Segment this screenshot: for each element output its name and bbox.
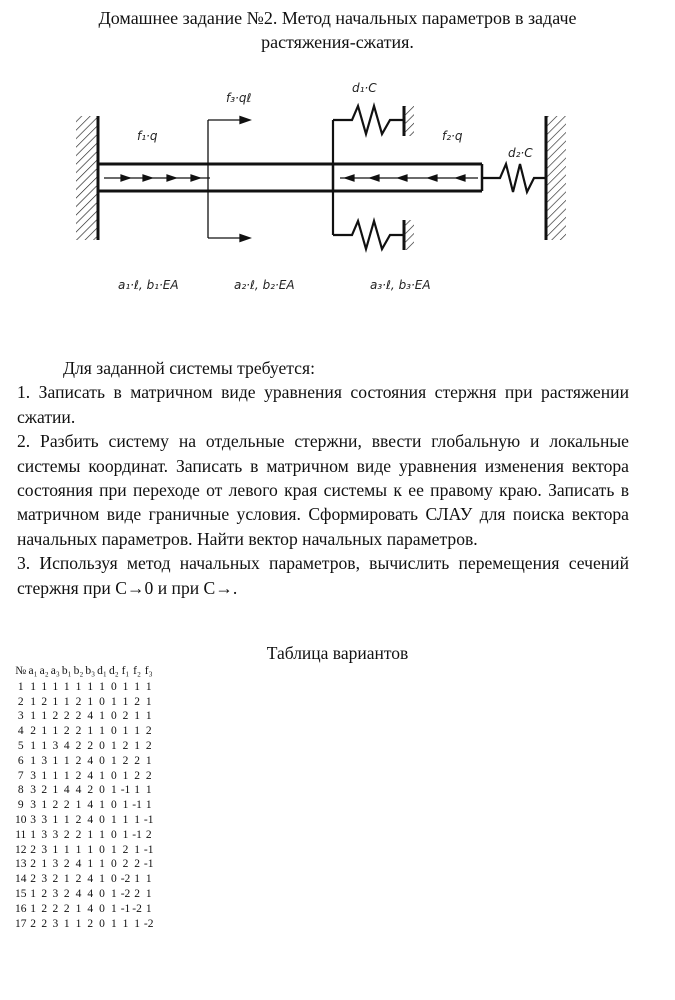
- table-cell: 1: [134, 739, 140, 752]
- table-cell: 3: [41, 754, 48, 767]
- table-cell: 0: [99, 739, 105, 752]
- table-cell: 0: [99, 917, 105, 930]
- table-header-cell: f₁: [121, 665, 130, 677]
- table-cell: 1: [52, 813, 59, 826]
- table-cell: 1: [52, 754, 59, 767]
- task-item-2: 2. Разбить систему на отдельные стержни, ввести глобальную и локальные системы координат. Записать в матричном виде уравнения изменения вектора состояния при переходе от левого края системы к ее правому краю. Записать в матричном виде граничные условия. Сформировать СЛАУ для поиска вектора начальных параметров. Найти вектор начальных параметров.: [17, 431, 629, 549]
- table-cell: 2: [87, 917, 94, 930]
- task-intro: Для заданной системы требуется:: [63, 358, 315, 378]
- table-cell: 2: [41, 784, 48, 797]
- table-cell: 2: [122, 710, 129, 723]
- label-segment-3: a₃·ℓ, b₃·EA: [370, 278, 431, 292]
- table-cell: 9: [17, 799, 24, 812]
- table-cell: 1: [63, 769, 70, 782]
- table-cell: 4: [87, 813, 94, 826]
- table-cell: 4: [75, 858, 82, 871]
- table-cell: 7: [17, 769, 24, 782]
- table-cell: 5: [17, 739, 24, 752]
- table-cell: 10: [15, 813, 27, 826]
- table-cell: 1: [122, 813, 129, 826]
- right-wall: [546, 116, 566, 240]
- label-segment-2: a₂·ℓ, b₂·EA: [234, 278, 295, 292]
- table-cell: 3: [30, 784, 36, 797]
- table-cell: 2: [63, 887, 70, 900]
- table-cell: 2: [41, 902, 48, 915]
- table-cell: 1: [63, 754, 70, 767]
- table-row: [14, 695, 154, 710]
- table-cell: 1: [75, 843, 82, 856]
- table-row: [14, 798, 154, 813]
- table-row: [14, 680, 154, 695]
- table-cell: 2: [122, 843, 129, 856]
- table-cell: 2: [145, 739, 152, 752]
- table-cell: 1: [87, 843, 94, 856]
- table-header-cell: f₂: [133, 665, 142, 677]
- table-cell: 15: [15, 887, 27, 900]
- table-cell: 1: [145, 873, 152, 886]
- table-header-cell: b₂: [73, 665, 84, 677]
- table-cell: 3: [17, 710, 24, 723]
- table-header-cell: a₃: [50, 665, 60, 677]
- table-row: [14, 769, 154, 784]
- table-cell: 4: [63, 739, 70, 752]
- table-cell: 1: [145, 784, 152, 797]
- title-line-2: растяжения-сжатия.: [261, 32, 414, 52]
- table-cell: -1: [120, 902, 131, 915]
- table-cell: 11: [15, 828, 27, 841]
- table-cell: 1: [145, 695, 152, 708]
- table-cell: 2: [87, 784, 94, 797]
- table-cell: 17: [15, 917, 27, 930]
- table-cell: 1: [110, 917, 117, 930]
- table-cell: 1: [134, 843, 140, 856]
- table-cell: 1: [30, 695, 36, 708]
- table-cell: 1: [110, 695, 117, 708]
- table-cell: 4: [87, 754, 94, 767]
- table-cell: 1: [52, 843, 59, 856]
- table-cell: 2: [30, 873, 36, 886]
- table-cell: 3: [41, 813, 48, 826]
- table-cell: 2: [122, 858, 129, 871]
- table-header-cell: d₂: [108, 665, 119, 677]
- table-cell: 2: [41, 887, 48, 900]
- table-cell: 4: [75, 887, 82, 900]
- table-cell: 0: [110, 858, 117, 871]
- table-cell: -1: [143, 858, 154, 871]
- table-cell: 4: [87, 902, 94, 915]
- table-cell: 1: [52, 695, 59, 708]
- table-cell: 1: [134, 680, 140, 693]
- table-cell: 2: [63, 725, 70, 738]
- table-cell: 1: [87, 725, 94, 738]
- table-cell: 2: [52, 799, 59, 812]
- table-cell: -1: [143, 813, 154, 826]
- label-segment-1: a₁·ℓ, b₁·EA: [118, 278, 179, 292]
- table-cell: 2: [52, 873, 59, 886]
- label-d1: d₁·C: [352, 81, 377, 95]
- table-cell: 1: [134, 725, 140, 738]
- task-item-1: 1. Записать в матричном виде уравнения состояния стержня при растяжении сжатии.: [17, 382, 629, 427]
- table-cell: 1: [41, 725, 48, 738]
- table-cell: 3: [41, 873, 48, 886]
- table-cell: 1: [110, 887, 117, 900]
- table-cell: 4: [87, 873, 94, 886]
- table-cell: 4: [87, 769, 94, 782]
- table-cell: 2: [122, 739, 129, 752]
- table-cell: 1: [145, 799, 152, 812]
- left-wall: [76, 116, 98, 240]
- table-cell: 1: [52, 769, 59, 782]
- table-cell: 1: [41, 769, 48, 782]
- table-cell: 4: [75, 784, 82, 797]
- table-cell: -1: [132, 799, 142, 812]
- table-cell: 2: [63, 828, 70, 841]
- table-cell: 2: [134, 754, 140, 767]
- table-cell: 1: [41, 680, 48, 693]
- table-cell: 0: [99, 695, 105, 708]
- table-cell: 3: [41, 843, 48, 856]
- table-cell: 3: [30, 813, 36, 826]
- table-cell: 2: [17, 695, 24, 708]
- table-cell: 2: [30, 725, 36, 738]
- table-cell: 1: [63, 695, 70, 708]
- table-cell: 1: [110, 902, 117, 915]
- table-cell: 4: [17, 725, 24, 738]
- table-cell: 1: [122, 828, 129, 841]
- table-cell: 1: [134, 813, 140, 826]
- table-row: [14, 887, 154, 902]
- table-cell: 1: [110, 739, 117, 752]
- table-cell: 1: [87, 695, 94, 708]
- table-cell: 1: [17, 680, 24, 693]
- table-cell: 2: [134, 887, 140, 900]
- table-cell: 6: [17, 754, 24, 767]
- table-cell: 1: [145, 887, 152, 900]
- table-cell: 2: [145, 725, 152, 738]
- table-row: [14, 857, 154, 872]
- table-cell: 0: [110, 828, 117, 841]
- table-cell: 2: [75, 725, 82, 738]
- table-header-cell: d₁: [97, 665, 107, 677]
- table-cell: -2: [120, 887, 131, 900]
- table-cell: 1: [87, 828, 94, 841]
- distributed-load-f1: [104, 175, 210, 181]
- table-cell: 0: [110, 710, 117, 723]
- table-cell: -2: [132, 902, 142, 915]
- table-row: [14, 754, 154, 769]
- table-cell: 2: [63, 902, 70, 915]
- table-cell: 2: [145, 828, 152, 841]
- table-title: Таблица вариантов: [266, 643, 409, 663]
- table-cell: 0: [110, 799, 117, 812]
- table-cell: 2: [75, 813, 82, 826]
- table-cell: 2: [75, 769, 82, 782]
- table-cell: 1: [63, 917, 70, 930]
- label-f2: f₂·q: [442, 129, 463, 143]
- table-cell: 1: [122, 769, 129, 782]
- table-cell: 1: [122, 680, 129, 693]
- table-cell: 2: [30, 917, 36, 930]
- table-cell: 1: [75, 799, 82, 812]
- label-f3: f₃·qℓ: [226, 91, 252, 105]
- table-cell: 1: [99, 858, 105, 871]
- table-cell: 0: [99, 843, 105, 856]
- table-cell: 2: [134, 858, 140, 871]
- table-cell: 1: [30, 887, 36, 900]
- table-cell: 2: [41, 695, 48, 708]
- table-row: [14, 828, 154, 843]
- table-cell: 1: [63, 843, 70, 856]
- variants-table: [14, 664, 154, 931]
- table-row: [14, 783, 154, 798]
- table-cell: 1: [110, 784, 117, 797]
- table-cell: 2: [75, 828, 82, 841]
- table-row: [14, 813, 154, 828]
- task-description: [17, 356, 629, 600]
- table-body: [14, 680, 154, 932]
- table-cell: 1: [52, 680, 59, 693]
- table-cell: 1: [122, 695, 129, 708]
- table-cell: 3: [52, 887, 59, 900]
- table-cell: 1: [75, 917, 82, 930]
- table-cell: 2: [63, 858, 70, 871]
- table-cell: 4: [87, 710, 94, 723]
- table-cell: 4: [87, 799, 94, 812]
- table-cell: 12: [15, 843, 27, 856]
- table-cell: 2: [122, 754, 129, 767]
- table-cell: 3: [52, 858, 59, 871]
- table-cell: 1: [99, 710, 105, 723]
- spring-d2: [482, 164, 546, 192]
- label-f1: f₁·q: [137, 129, 158, 143]
- table-cell: 2: [75, 739, 82, 752]
- spring-d1-bottom: [333, 191, 414, 250]
- table-cell: 1: [87, 858, 94, 871]
- table-cell: 4: [63, 784, 70, 797]
- table-cell: 1: [134, 917, 140, 930]
- table-cell: 0: [110, 680, 117, 693]
- table-cell: 0: [99, 887, 105, 900]
- table-cell: 1: [41, 710, 48, 723]
- table-cell: 2: [75, 754, 82, 767]
- table-cell: 2: [30, 858, 36, 871]
- table-cell: 0: [99, 754, 105, 767]
- table-cell: 8: [17, 784, 24, 797]
- table-cell: 1: [41, 858, 48, 871]
- table-cell: 3: [52, 917, 59, 930]
- table-cell: 3: [52, 828, 59, 841]
- table-cell: 2: [63, 710, 70, 723]
- table-row: [14, 739, 154, 754]
- table-cell: 1: [110, 843, 117, 856]
- table-cell: 0: [99, 784, 105, 797]
- table-cell: -2: [143, 917, 154, 930]
- table-cell: -2: [120, 873, 131, 886]
- label-d2: d₂·C: [508, 146, 533, 160]
- table-cell: 1: [145, 754, 152, 767]
- table-header-cell: b₃: [85, 665, 96, 677]
- table-cell: 0: [99, 902, 105, 915]
- table-cell: 1: [134, 710, 140, 723]
- title-line-1: Домашнее задание №2. Метод начальных параметров в задаче: [98, 8, 577, 28]
- table-cell: 1: [30, 828, 36, 841]
- table-cell: 2: [75, 873, 82, 886]
- force-f3-section: [208, 117, 250, 242]
- table-cell: 13: [15, 858, 27, 871]
- table-cell: 0: [110, 873, 117, 886]
- table-header-cell: a₂: [39, 665, 49, 677]
- table-row: [14, 724, 154, 739]
- table-cell: 16: [15, 902, 27, 915]
- table-cell: 3: [41, 828, 48, 841]
- table-cell: 1: [30, 902, 36, 915]
- table-row: [14, 709, 154, 724]
- table-cell: 1: [99, 828, 105, 841]
- table-row: [14, 917, 154, 932]
- table-cell: 3: [52, 739, 59, 752]
- table-cell: 3: [30, 769, 36, 782]
- table-cell: 2: [145, 769, 152, 782]
- document-title: [0, 6, 675, 54]
- table-cell: 1: [30, 710, 36, 723]
- table-cell: 2: [52, 902, 59, 915]
- structure-diagram: [0, 70, 675, 310]
- table-cell: 2: [30, 843, 36, 856]
- table-cell: 1: [99, 873, 105, 886]
- table-cell: 2: [87, 739, 94, 752]
- table-cell: 0: [99, 813, 105, 826]
- table-cell: 1: [63, 813, 70, 826]
- table-cell: 1: [41, 799, 48, 812]
- table-cell: 1: [145, 680, 152, 693]
- table-cell: 4: [87, 887, 94, 900]
- table-cell: 1: [122, 799, 129, 812]
- table-cell: 2: [75, 695, 82, 708]
- table-cell: 14: [15, 873, 27, 886]
- table-cell: 2: [63, 799, 70, 812]
- table-cell: 1: [30, 680, 36, 693]
- table-cell: 1: [122, 917, 129, 930]
- table-cell: 1: [87, 680, 94, 693]
- table-row: [14, 843, 154, 858]
- table-cell: 2: [134, 695, 140, 708]
- table-cell: 0: [110, 769, 117, 782]
- table-header-cell: a₁: [28, 665, 38, 677]
- table-header-cell: f₃: [144, 665, 153, 677]
- table-cell: 2: [52, 710, 59, 723]
- table-cell: 1: [75, 680, 82, 693]
- table-cell: 0: [110, 725, 117, 738]
- table-cell: 1: [134, 873, 140, 886]
- table-cell: 1: [145, 902, 152, 915]
- table-header-row: [14, 664, 154, 680]
- table-row: [14, 902, 154, 917]
- table-cell: 2: [134, 769, 140, 782]
- table-cell: 1: [63, 873, 70, 886]
- table-cell: 1: [41, 739, 48, 752]
- table-cell: 3: [30, 799, 36, 812]
- table-cell: 1: [110, 754, 117, 767]
- table-cell: -1: [143, 843, 154, 856]
- table-cell: 1: [99, 725, 105, 738]
- table-header-cell: b₁: [61, 665, 72, 677]
- table-cell: 1: [52, 725, 59, 738]
- table-cell: 2: [41, 917, 48, 930]
- table-cell: 1: [99, 769, 105, 782]
- table-cell: 1: [99, 680, 105, 693]
- table-cell: 1: [99, 799, 105, 812]
- distributed-load-f2: [340, 175, 478, 181]
- table-cell: 1: [110, 813, 117, 826]
- table-cell: 1: [30, 739, 36, 752]
- task-item-3: 3. Используя метод начальных параметров, вычислить перемещения сечений стержня при C→0 и при C→.: [17, 553, 629, 598]
- table-cell: 1: [30, 754, 36, 767]
- table-cell: -1: [120, 784, 131, 797]
- table-cell: 1: [122, 725, 129, 738]
- table-cell: 2: [75, 710, 82, 723]
- table-header-cell: №: [15, 665, 27, 677]
- table-cell: -1: [132, 828, 142, 841]
- table-row: [14, 872, 154, 887]
- table-cell: 1: [63, 680, 70, 693]
- spring-d1-top: [333, 106, 414, 164]
- table-cell: 1: [134, 784, 140, 797]
- table-cell: 1: [145, 710, 152, 723]
- table-cell: 1: [75, 902, 82, 915]
- table-cell: 1: [52, 784, 59, 797]
